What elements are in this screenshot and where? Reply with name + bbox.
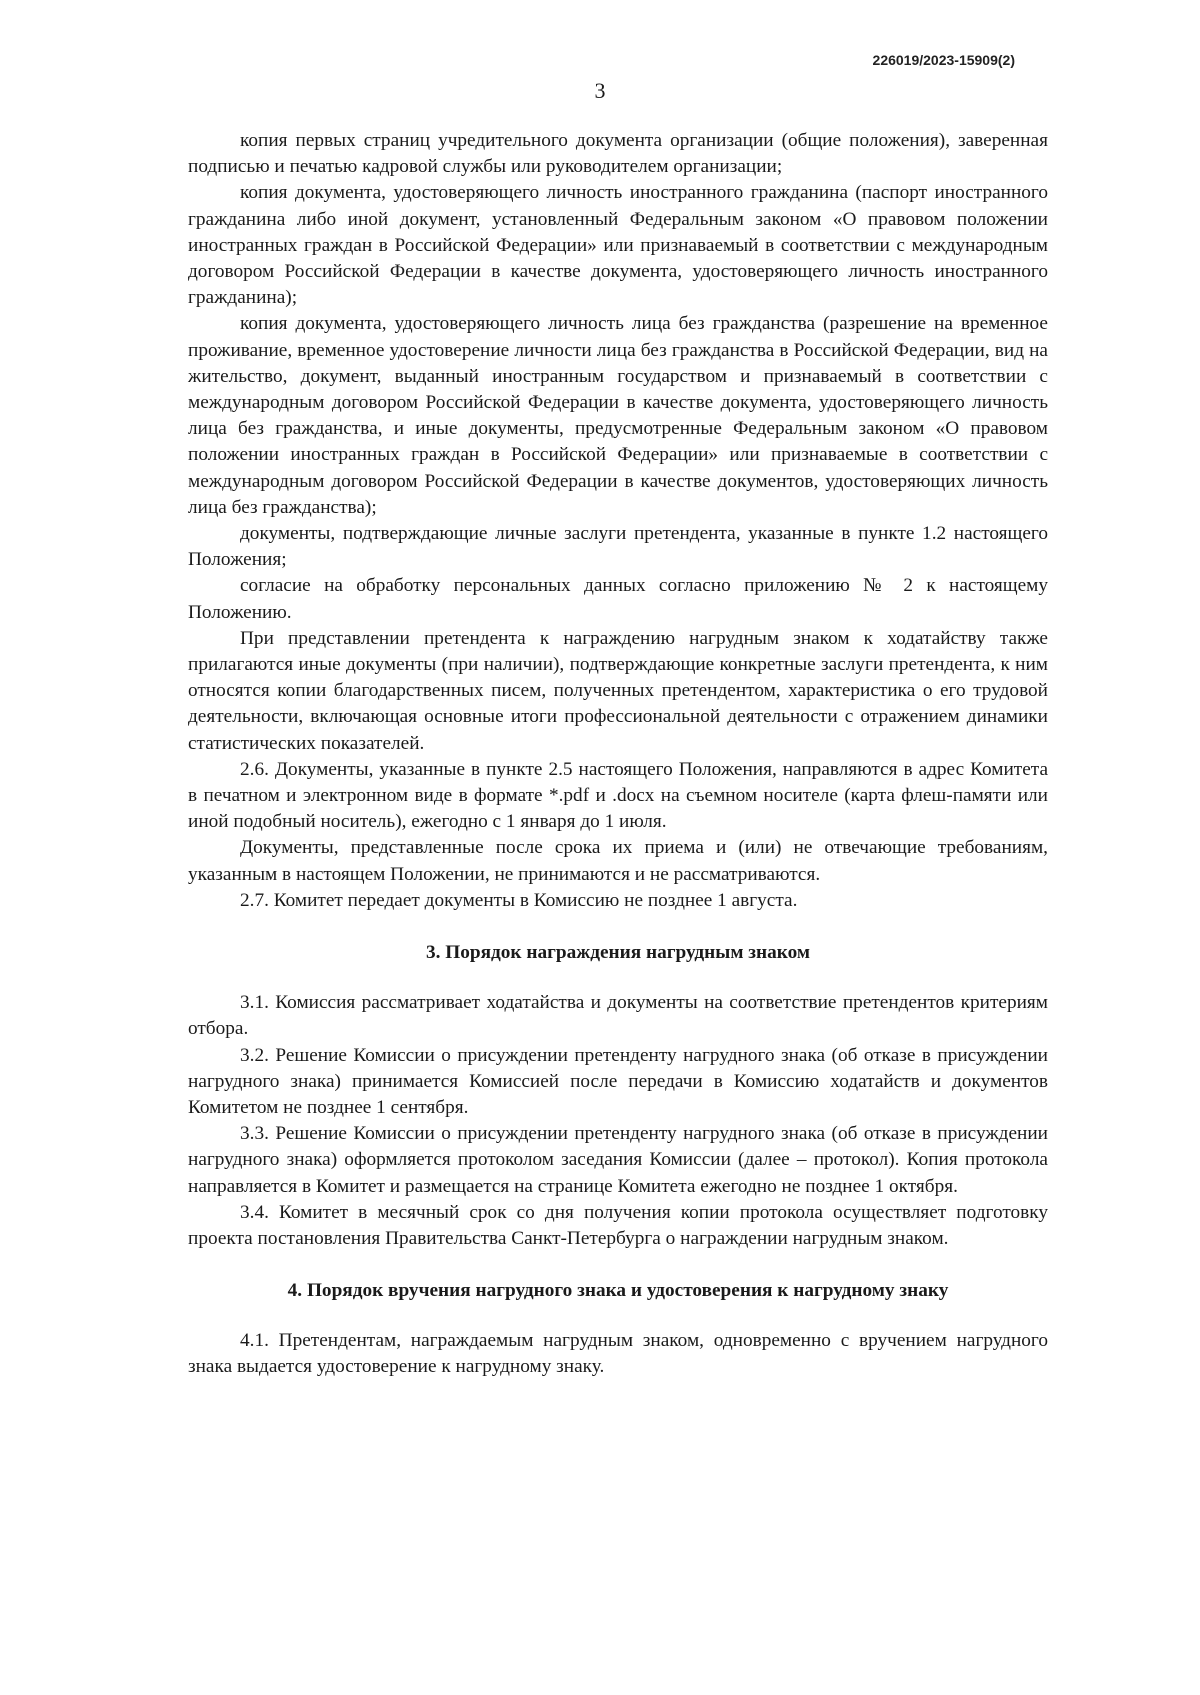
paragraph: документы, подтверждающие личные заслуги претендента, указанные в пункте 1.2 настоящего Положения; <box>188 523 1048 571</box>
paragraph: 2.6. Документы, указанные в пункте 2.5 настоящего Положения, направляются в адрес Комитета в печатном и электронном виде в формате *.pdf и .docx на съемном носителе (карта флеш-памяти или иной подобный носитель), ежегодно с 1 января до 1 июля. <box>188 758 1048 833</box>
paragraph: 4.1. Претендентам, награждаемым нагрудным знаком, одновременно с вручением нагрудного знака выдается удостоверение к нагрудному знаку. <box>188 1330 1048 1378</box>
paragraph: 2.7. Комитет передает документы в Комиссию не позднее 1 августа. <box>240 889 798 911</box>
document-id: 226019/2023-15909(2) <box>872 52 1015 68</box>
paragraph: 3.3. Решение Комиссии о присуждении претенденту нагрудного знака (об отказе в присуждении нагрудного знака) оформляется протоколом заседания Комиссии (далее – протокол). Копия протокола направляется в Комитет и размещается на странице Комитета ежегодно не позднее 1 октября. <box>188 1123 1048 1197</box>
paragraph: согласие на обработку персональных данных согласно приложению № 2 к настоящему Положению. <box>188 575 1048 623</box>
document-body <box>188 128 1048 1381</box>
paragraph: При представлении претендента к награждению нагрудным знаком к ходатайству также прилагаются иные документы (при наличии), подтверждающие конкретные заслуги претендента, к ним относятся копии благодарственных писем, полученных претендентом, характеристика о его трудовой деятельности, включающая основные итоги профессиональной деятельности с отражением динамики статистических показателей. <box>188 627 1048 754</box>
paragraph: 3.2. Решение Комиссии о присуждении претенденту нагрудного знака (об отказе в присуждении нагрудного знака) принимается Комиссией после передачи в Комиссию ходатайств и документов Комитетом не позднее 1 сентября. <box>188 1044 1048 1118</box>
paragraph: 3.1. Комиссия рассматривает ходатайства и документы на соответствие претендентов критериям отбора. <box>188 992 1048 1040</box>
paragraph: 3.4. Комитет в месячный срок со дня получения копии протокола осуществляет подготовку проекта постановления Правительства Санкт-Петербурга о награждении нагрудным знаком. <box>188 1201 1048 1249</box>
paragraph: Документы, представленные после срока их приема и (или) не отвечающие требованиям, указанным в настоящем Положении, не принимаются и не рассматриваются. <box>188 837 1048 885</box>
section-4-heading: 4. Порядок вручения нагрудного знака и удостоверения к нагрудному знаку <box>287 1280 949 1302</box>
paragraph: копия документа, удостоверяющего личность лица без гражданства (разрешение на временное проживание, временное удостоверение личности лица без гражданства в Российской Федерации, вид на жительство, документ, выданный иностранным государством и признаваемый в соответствии с международным договором Российской Федерации в качестве документа, удостоверяющего личность лица без гражданства, и иные документы, предусмотренные Федеральным законом «О правовом положении иностранных граждан в Российской Федерации» или признаваемые в соответствии с международным договором Российской Федерации в качестве документов, удостоверяющих личность лица без гражданства); <box>188 313 1048 518</box>
paragraph: копия документа, удостоверяющего личность иностранного гражданина (паспорт иностранного гражданина либо иной документ, установленный Федеральным законом «О правовом положении иностранных граждан в Российской Федерации» или признаваемый в соответствии с международным договором Российской Федерации в качестве документа, удостоверяющего личность иностранного гражданина); <box>188 182 1048 309</box>
page-number: 3 <box>594 78 606 103</box>
section-3-heading: 3. Порядок награждения нагрудным знаком <box>425 942 811 964</box>
paragraph: копия первых страниц учредительного документа организации (общие положения), заверенная подписью и печатью кадровой службы или руководителем организации; <box>188 130 1048 178</box>
